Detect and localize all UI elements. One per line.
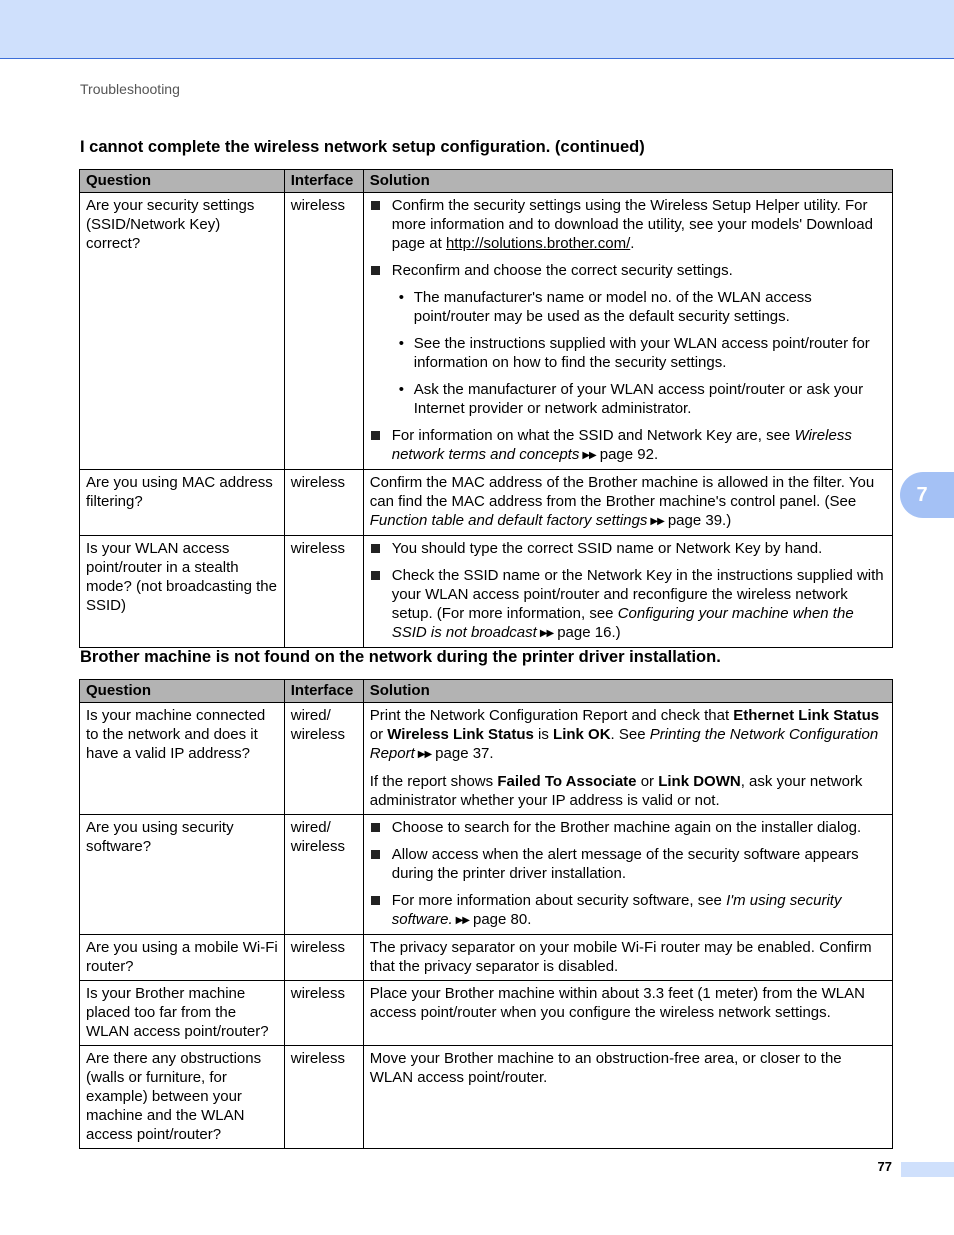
column-header-question: Question (80, 680, 285, 703)
section-title-machine-not-found: Brother machine is not found on the network during the printer driver installation. (80, 648, 721, 666)
table-row (80, 193, 893, 470)
square-bullet-icon (371, 850, 380, 859)
troubleshooting-table-machine-not-found (79, 679, 893, 1149)
interface-cell: wireless (284, 1046, 363, 1149)
table-header-row (80, 170, 893, 193)
table-row (80, 935, 893, 981)
solution-cell (363, 815, 892, 935)
solution-item: You should type the correct SSID name or Network Key by hand. (370, 539, 886, 558)
solution-item: Allow access when the alert message of the security software appears during the printer driver installation. (370, 845, 886, 883)
solution-paragraph: If the report shows Failed To Associate or Link DOWN, ask your network administrator whether your IP address is valid or not. (369, 773, 863, 809)
sub-bullet-item: • See the instructions supplied with your WLAN access point/router for information on how to find the security settings. (398, 335, 870, 371)
square-bullet-icon (371, 431, 380, 440)
dot-bullet-icon: • (398, 335, 405, 352)
solution-cell (363, 536, 892, 648)
sub-bullet-item: • The manufacturer's name or model no. of the WLAN access point/router may be used as the default security settings. (398, 289, 812, 325)
square-bullet-icon (371, 201, 380, 210)
solutions-link[interactable]: http://solutions.brother.com/ (445, 235, 631, 252)
double-chevron-icon: ▶▶ (417, 749, 432, 760)
question-cell: Are you using MAC address filtering? (80, 470, 285, 536)
column-header-interface: Interface (284, 170, 363, 193)
top-header-band (0, 0, 954, 59)
question-cell: Are there any obstructions (walls or furniture, for example) between your machine and the WLAN access point/router? (80, 1046, 285, 1149)
page-number: 77 (877, 1159, 892, 1174)
column-header-question: Question (80, 170, 285, 193)
question-cell: Are you using a mobile Wi-Fi router? (80, 935, 285, 981)
troubleshooting-table-wireless-setup (79, 169, 893, 648)
solution-cell: Confirm the MAC address of the Brother machine is allowed in the filter. You can find the MAC address from the Brother machine's control panel. (See Function table and default factory settings ▶▶ page 39.) (363, 470, 892, 536)
question-cell: Are you using security software? (80, 815, 285, 935)
solution-item: Choose to search for the Brother machine again on the installer dialog. (370, 818, 886, 837)
chapter-tab: 7 (900, 472, 954, 518)
square-bullet-icon (371, 544, 380, 553)
column-header-solution: Solution (363, 680, 892, 703)
table-row (80, 815, 893, 935)
question-cell: Are your security settings (SSID/Network Key) correct? (80, 193, 285, 470)
table-header-row (80, 680, 893, 703)
cross-reference[interactable]: Wireless network terms and concepts (391, 427, 852, 463)
double-chevron-icon: ▶▶ (455, 915, 469, 926)
square-bullet-icon (371, 896, 380, 905)
cross-reference[interactable]: Configuring your machine when the SSID is not broadcast (391, 605, 854, 641)
double-chevron-icon: ▶▶ (582, 450, 596, 461)
solution-item: Check the SSID name or the Network Key in the instructions supplied with your WLAN access point/router and reconfigure the wireless network setup. (For more information, see Configuring your machine when the SSID is not broadcast ▶▶ page 16.) (370, 566, 886, 643)
solution-item: For information on what the SSID and Network Key are, see Wireless network terms and concepts ▶▶ page 92. (370, 426, 886, 465)
double-chevron-icon: ▶▶ (650, 516, 664, 527)
solution-paragraph: Print the Network Configuration Report and check that Ethernet Link Status or Wireless Link Status is Link OK. See Printing the Network Configuration Report ▶▶ page 37. (369, 707, 880, 762)
interface-cell: wired/ wireless (284, 815, 363, 935)
solution-cell: Move your Brother machine to an obstruction-free area, or closer to the WLAN access point/router. (363, 1046, 892, 1149)
double-chevron-icon: ▶▶ (539, 628, 554, 639)
question-cell: Is your WLAN access point/router in a stealth mode? (not broadcasting the SSID) (80, 536, 285, 648)
solution-item: For more information about security software, see I'm using security software. ▶▶ page 80. (370, 891, 886, 930)
cross-reference[interactable]: Function table and default factory settings (369, 512, 648, 529)
interface-cell: wireless (284, 935, 363, 981)
solution-cell: Place your Brother machine within about 3.3 feet (1 meter) from the WLAN access point/router when you configure the wireless network settings. (363, 981, 892, 1046)
interface-cell: wireless (284, 981, 363, 1046)
table-row (80, 536, 893, 648)
section-title-wireless-setup: I cannot complete the wireless network setup configuration. (continued) (80, 138, 645, 156)
square-bullet-icon (371, 571, 380, 580)
solution-cell (363, 193, 892, 470)
column-header-solution: Solution (363, 170, 892, 193)
interface-cell: wireless (284, 193, 363, 470)
table-row (80, 1046, 893, 1149)
interface-cell: wired/ wireless (284, 703, 363, 815)
table-row (80, 981, 893, 1046)
solution-item: Confirm the security settings using the Wireless Setup Helper utility. For more information and to download the utility, see your models' Download page at http://solutions.brother.com/. (370, 196, 886, 253)
cross-reference[interactable]: I'm using security software. (391, 892, 842, 928)
question-cell: Is your Brother machine placed too far from the WLAN access point/router? (80, 981, 285, 1046)
running-head: Troubleshooting (80, 81, 180, 97)
interface-cell: wireless (284, 470, 363, 536)
cross-reference[interactable]: Printing the Network Configuration Report (369, 726, 879, 762)
square-bullet-icon (371, 823, 380, 832)
solution-item: Reconfirm and choose the correct security settings. (370, 261, 886, 280)
dot-bullet-icon: • (398, 289, 405, 306)
sub-bullet-item: • Ask the manufacturer of your WLAN access point/router or ask your Internet provider or network administrator. (398, 381, 864, 417)
interface-cell: wireless (284, 536, 363, 648)
page-number-bar (901, 1162, 954, 1177)
question-cell: Is your machine connected to the network and does it have a valid IP address? (80, 703, 285, 815)
dot-bullet-icon: • (398, 381, 405, 398)
solution-cell (363, 703, 892, 815)
column-header-interface: Interface (284, 680, 363, 703)
square-bullet-icon (371, 266, 380, 275)
table-row (80, 703, 893, 815)
solution-cell: The privacy separator on your mobile Wi-Fi router may be enabled. Confirm that the privacy separator is disabled. (363, 935, 892, 981)
table-row (80, 470, 893, 536)
